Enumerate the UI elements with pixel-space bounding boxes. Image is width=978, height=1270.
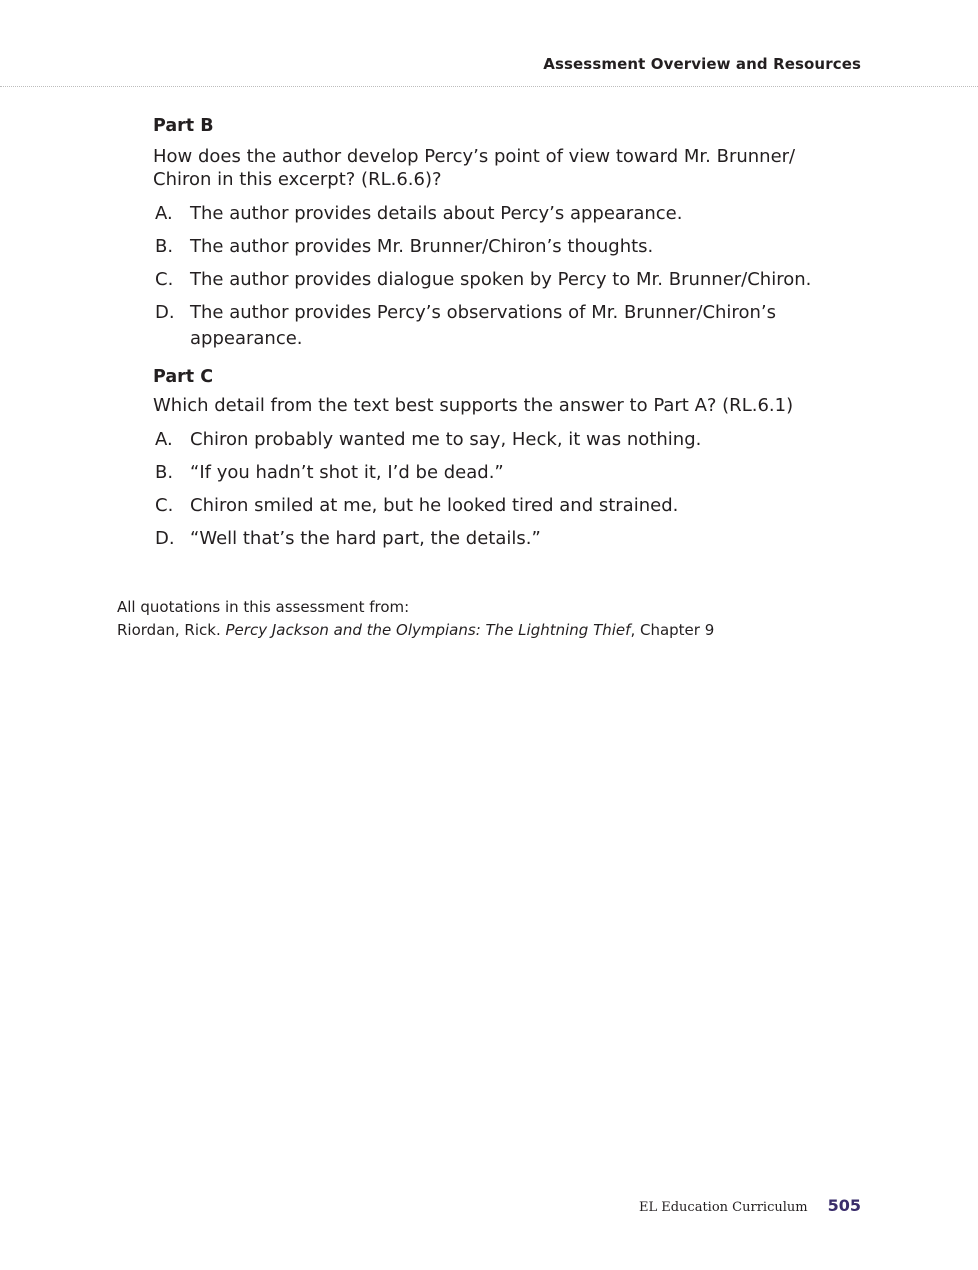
- option-letter: A.: [155, 203, 173, 224]
- header-divider: [0, 86, 978, 87]
- option-text: The author provides Mr. Brunner/Chiron’s thoughts.: [190, 236, 654, 257]
- part-c-option-a: [153, 427, 843, 453]
- option-text: “Well that’s the hard part, the details.”: [190, 528, 541, 549]
- part-c-options: [153, 427, 843, 552]
- part-b-option-b: [153, 234, 843, 260]
- option-text: “If you hadn’t shot it, I’d be dead.”: [190, 462, 504, 483]
- option-letter: D.: [155, 302, 175, 323]
- part-b-question: How does the author develop Percy’s point of view toward Mr. Brunner/ Chiron in this excerpt? (RL.6.6)?: [153, 146, 796, 190]
- option-letter: D.: [155, 528, 175, 549]
- source-intro: All quotations in this assessment from:: [117, 598, 410, 616]
- source-author: Riordan, Rick.: [117, 621, 226, 639]
- part-c-option-c: [153, 493, 843, 519]
- part-c-option-d: [153, 526, 843, 552]
- option-letter: B.: [155, 236, 174, 257]
- running-header: Assessment Overview and Resources: [543, 55, 861, 73]
- option-letter: A.: [155, 429, 173, 450]
- source-book-title: Percy Jackson and the Olympians: The Lightning Thief: [225, 621, 631, 639]
- source-reference: [117, 619, 714, 642]
- part-b-option-d: [153, 300, 843, 352]
- assessment-content: [153, 114, 843, 559]
- option-text: The author provides Percy’s observations of Mr. Brunner/Chiron’s appearance.: [190, 302, 776, 349]
- option-text: Chiron smiled at me, but he looked tired and strained.: [190, 495, 679, 516]
- option-text: Chiron probably wanted me to say, Heck, it was nothing.: [190, 429, 702, 450]
- part-c-question: Which detail from the text best supports the answer to Part A? (RL.6.1): [153, 395, 794, 416]
- part-c-section: [153, 365, 843, 552]
- part-c-heading: Part C: [153, 367, 214, 387]
- option-letter: C.: [155, 269, 174, 290]
- part-b-options: [153, 201, 843, 352]
- page-footer: [639, 1196, 861, 1215]
- option-text: The author provides details about Percy’s appearance.: [190, 203, 683, 224]
- source-chapter: , Chapter 9: [630, 621, 715, 639]
- part-c-option-b: [153, 460, 843, 486]
- part-b-section: [153, 114, 843, 352]
- option-text: The author provides dialogue spoken by Percy to Mr. Brunner/Chiron.: [190, 269, 812, 290]
- source-citation: [117, 596, 714, 642]
- part-b-option-c: [153, 267, 843, 293]
- option-letter: C.: [155, 495, 174, 516]
- footer-curriculum: EL Education Curriculum: [638, 1200, 808, 1215]
- page-number: 505: [827, 1196, 861, 1215]
- option-letter: B.: [155, 462, 174, 483]
- part-b-option-a: [153, 201, 843, 227]
- part-b-heading: Part B: [153, 116, 214, 136]
